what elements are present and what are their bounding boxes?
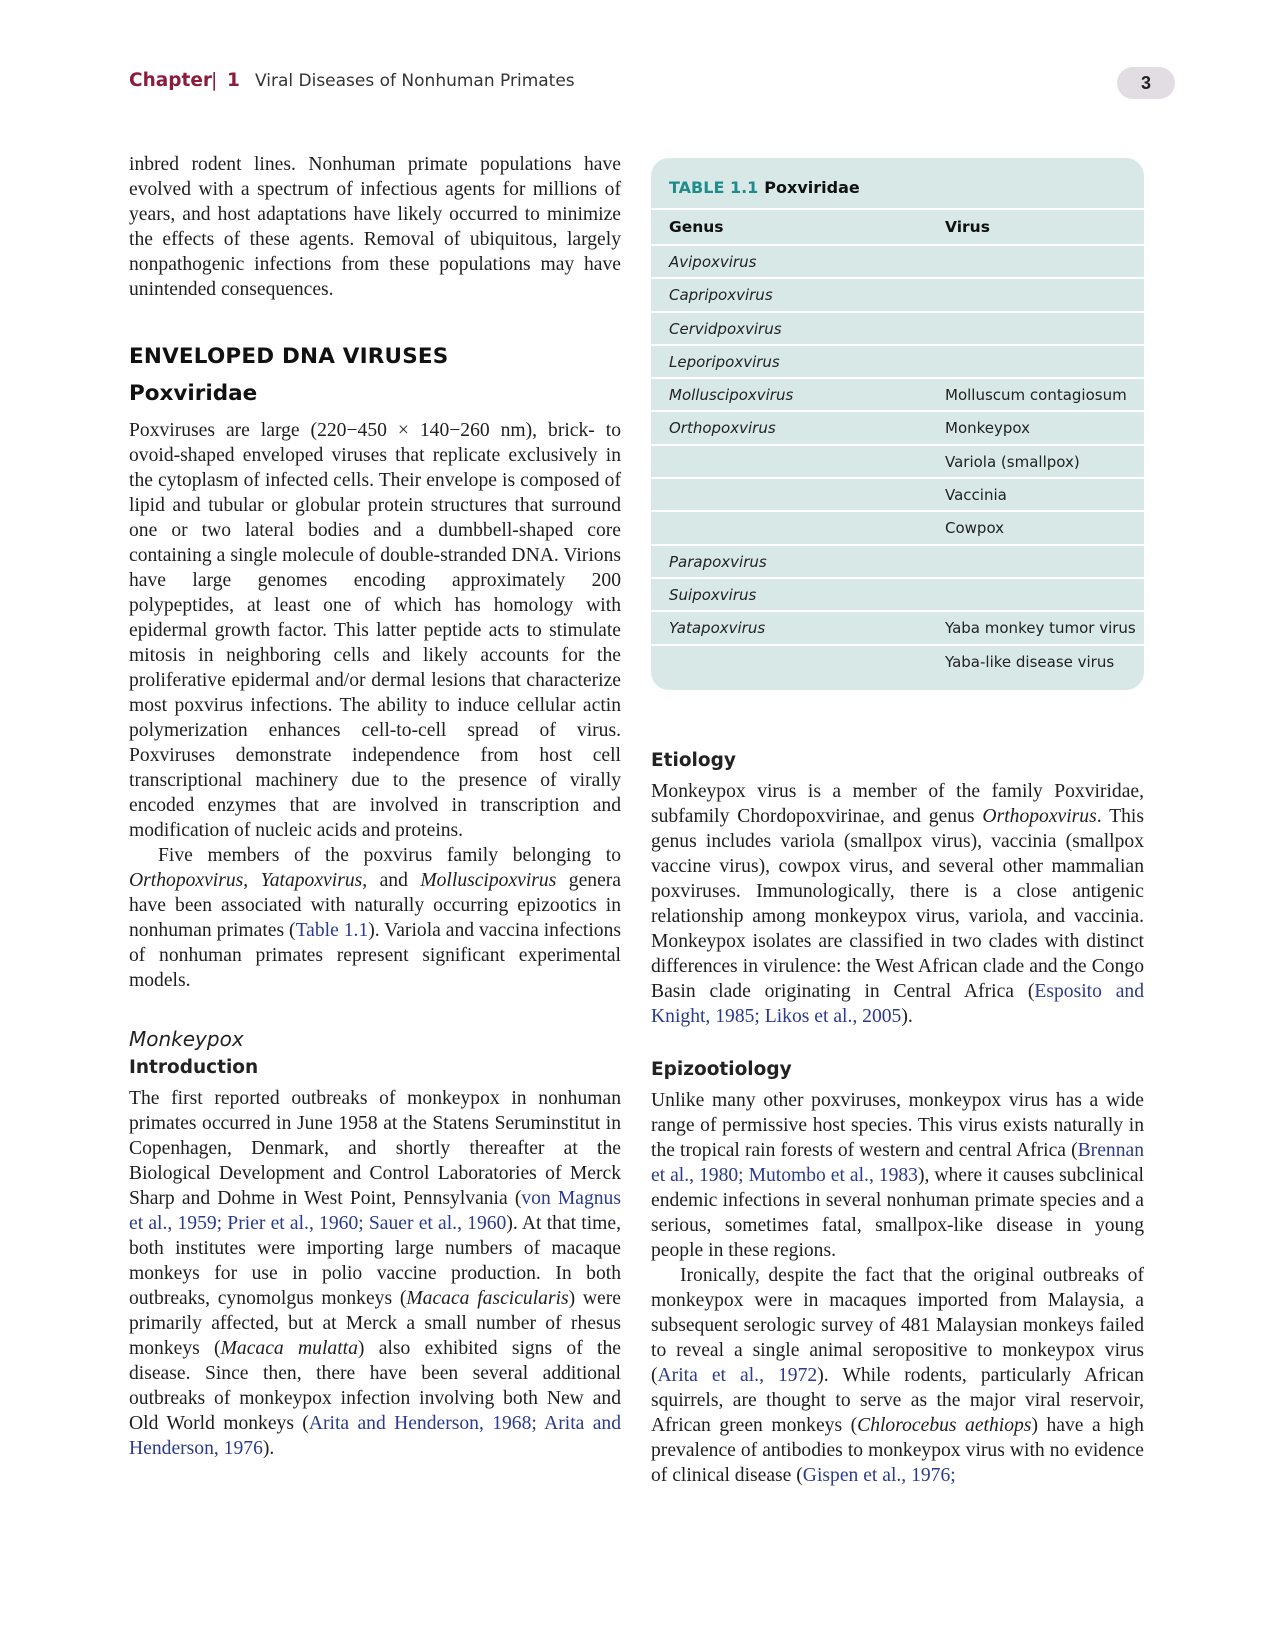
genus-cell: Suipoxvirus — [669, 585, 757, 604]
citation-link[interactable]: Esposito and Knight, 1985; Likos et al., 2005 — [651, 981, 1145, 1027]
table-row — [651, 579, 1144, 612]
table-title: Poxviridae — [764, 178, 860, 197]
table-caption — [669, 178, 860, 197]
genus-cell: Molluscipoxvirus — [669, 386, 794, 405]
table-row — [651, 446, 1144, 479]
citation-link[interactable]: Arita and Henderson, 1968; Arita and Henderson, 1976 — [129, 1413, 622, 1459]
virus-cell: Vaccinia — [945, 486, 1007, 505]
table-header-row — [651, 208, 1144, 246]
virus-cell: Molluscum contagiosum — [945, 386, 1127, 405]
table-row — [651, 279, 1144, 312]
citation-link[interactable]: von Magnus et al., 1959; Prier et al., 1960; Sauer et al., 1960 — [129, 1188, 621, 1234]
table-row — [651, 646, 1144, 677]
table-reference-link[interactable]: Table 1.1 — [295, 920, 369, 941]
genus-column-header: Genus — [669, 218, 724, 236]
table-row — [651, 246, 1144, 279]
virus-cell: Variola (smallpox) — [945, 452, 1080, 471]
virus-column-header: Virus — [945, 218, 990, 236]
table-label: TABLE 1.1 — [669, 178, 759, 197]
page-number: 3 — [1117, 67, 1175, 99]
table-body — [651, 246, 1144, 677]
family-heading: Poxviridae — [129, 381, 258, 406]
epizootiology-paragraph-2: Ironically, despite the fact that the original outbreaks of monkeypox were in macaques imported from Malaysia, a subsequent serologic survey of 481 Malaysian monkeys failed to reveal a single animal seropositive to monkeypox virus (Arita et al., 1972). While rodents, particularly African squirrels, are thought to serve as the major viral reservoir, African green monkeys (Chlorocebus aethiops) have a high prevalence of antibodies to monkeypox virus with no evidence of clinical disease (Gispen et al., 1976; — [651, 1265, 1144, 1486]
table-row — [651, 346, 1144, 379]
poxviridae-table — [651, 158, 1144, 690]
table-row — [651, 379, 1144, 412]
table-row — [651, 479, 1144, 512]
left-column — [129, 152, 621, 1461]
genus-cell: Orthopoxvirus — [669, 419, 776, 438]
introduction-heading: Introduction — [129, 1057, 259, 1078]
genus-cell: Capripoxvirus — [669, 286, 773, 305]
citation-link[interactable]: Gispen et al., 1976; — [802, 1465, 956, 1486]
chapter-label: Chapter — [129, 70, 212, 91]
running-header — [129, 68, 1175, 102]
chapter-number: 1 — [227, 70, 240, 91]
genus-cell: Cervidpoxvirus — [669, 319, 782, 338]
virus-cell: Yaba monkey tumor virus — [945, 619, 1136, 638]
table-row — [651, 546, 1144, 579]
epizootiology-heading: Epizootiology — [651, 1059, 792, 1080]
introduction-paragraph: The first reported outbreaks of monkeypox in nonhuman primates occurred in June 1958 at the Statens Seruminstitut in Copenhagen, Denmark, and shortly thereafter at the Biological Development and Control Laboratories of Merck Sharp and Dohme in West Point, Pennsylvania (von Magnus et al., 1959; Prier et al., 1960; Sauer et al., 1960). At that time, both institutes were importing large numbers of macaque monkeys for use in polio vaccine production. In both outbreaks, cynomolgus monkeys (Macaca fascicularis) were primarily affected, but at Merck a small number of rhesus monkeys (Macaca mulatta) also exhibited signs of the disease. Since then, there have been several additional outbreaks of monkeypox infection involving both New and Old World monkeys (Arita and Henderson, 1968; Arita and Henderson, 1976). — [129, 1088, 622, 1459]
genus-cell: Parapoxvirus — [669, 552, 767, 571]
genus-cell: Yatapoxvirus — [669, 619, 766, 638]
right-column — [651, 750, 1144, 1488]
virus-cell: Monkeypox — [945, 419, 1030, 438]
etiology-heading: Etiology — [651, 750, 736, 771]
chapter-title: Viral Diseases of Nonhuman Primates — [255, 71, 575, 91]
epizootiology-paragraph-1: Unlike many other poxviruses, monkeypox virus has a wide range of permissive host species. This virus exists naturally in the tropical rain forests of western and central Africa (Brennan et al., 1980; Mutombo et al., 1983), where it causes subclinical endemic infections in several nonhuman primate species and a serious, sometimes fatal, smallpox-like disease in young people in these regions. — [651, 1090, 1144, 1261]
virus-cell: Cowpox — [945, 519, 1005, 538]
intro-paragraph: inbred rodent lines. Nonhuman primate populations have evolved with a spectrum of infectious agents for millions of years, and host adaptations have likely occurred to minimize the effects of these agents. Removal of ubiquitous, largely nonpathogenic infections from these populations may have unintended consequences. — [129, 154, 621, 300]
virus-cell: Yaba-like disease virus — [945, 652, 1115, 671]
etiology-paragraph: Monkeypox virus is a member of the family Poxviridae, subfamily Chordopoxvirinae, and genus Orthopoxvirus. This genus includes variola (smallpox virus), vaccinia (smallpox vaccine virus), cowpox virus, and several other mammalian poxviruses. Immunologically, there is a close antigenic relationship among monkeypox virus, variola, and vaccinia. Monkeypox isolates are classified in two clades with distinct differences in virulence: the West African clade and the Congo Basin clade originating in Central Africa (Esposito and Knight, 1985; Likos et al., 2005). — [651, 781, 1145, 1027]
table-row — [651, 612, 1144, 645]
members-paragraph: Five members of the poxvirus family belonging to Orthopoxvirus, Yatapoxvirus, and Molluscipoxvirus genera have been associated with naturally occurring epizootics in nonhuman primates (Table 1.1). Variola and vaccina infections of nonhuman primates represent significant experimental models. — [129, 845, 622, 991]
chapter-separator: | — [211, 69, 218, 91]
citation-link[interactable]: Brennan et al., 1980; Mutombo et al., 1983 — [651, 1140, 1144, 1186]
table-row — [651, 313, 1144, 346]
genus-cell: Avipoxvirus — [669, 253, 757, 271]
genus-cell: Leporipoxvirus — [669, 352, 780, 371]
section-heading: ENVELOPED DNA VIRUSES — [129, 344, 449, 369]
poxvirus-paragraph: Poxviruses are large (220−450 × 140−260 nm), brick- to ovoid-shaped enveloped viruses that replicate exclusively in the cytoplasm of infected cells. Their envelope is composed of lipid and tubular or globular protein structures that surround one or two lateral bodies and a dumbbell-shaped core containing a single molecule of double-stranded DNA. Virions have large genomes encoding approximately 200 polypeptides, at least one of which has homology with epidermal growth factor. This latter peptide acts to stimulate mitosis in neighboring cells and likely accounts for the proliferative epidermal and/or dermal lesions that characterize most poxvirus infections. The ability to induce cellular actin polymerization enhances cell-to-cell spread of virus. Poxviruses demonstrate independence from host cell transcriptional machinery due to the presence of virally encoded enzymes that are involved in transcription and modification of nucleic acids and proteins. — [129, 420, 621, 841]
disease-heading: Monkeypox — [129, 1027, 244, 1051]
table-row — [651, 512, 1144, 545]
table-row — [651, 412, 1144, 445]
citation-link[interactable]: Arita et al., 1972 — [657, 1365, 818, 1386]
